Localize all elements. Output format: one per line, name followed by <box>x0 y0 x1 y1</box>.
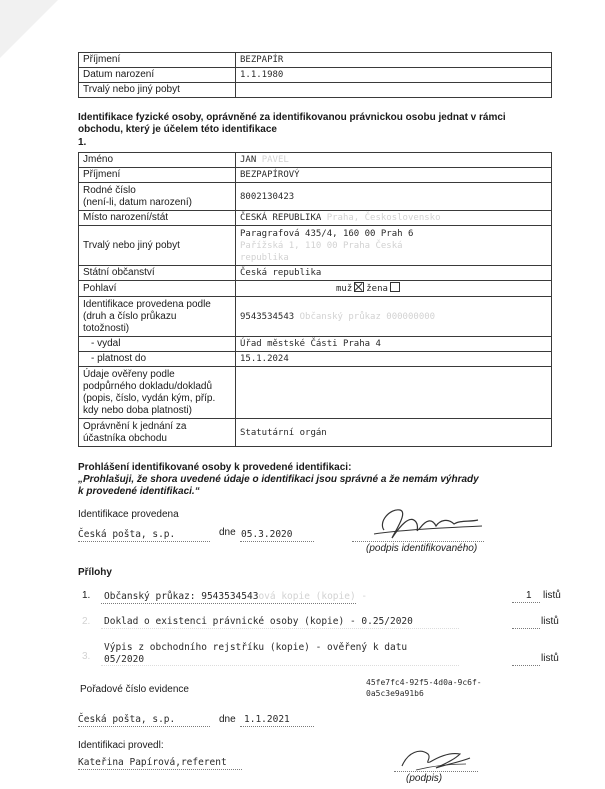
birthplace-cell <box>236 211 552 226</box>
table-row <box>79 68 552 83</box>
authorization-label <box>79 419 236 447</box>
validity-label: - platnost do <box>79 352 236 367</box>
first-name-cell <box>236 153 552 168</box>
birthplace-value: ČESKÁ REPUBLIKA <box>240 213 322 223</box>
sex-male-checkbox[interactable] <box>354 282 364 292</box>
table-row <box>79 266 552 281</box>
performed-by-value: Kateřina Papírová,referent <box>78 757 227 768</box>
attachment-1-unit: listů <box>543 590 561 601</box>
evidence-date-value: 1.1.2021 <box>244 714 290 725</box>
declaration-title: Prohlášení identifikované osoby k provedené identifikaci: <box>78 462 352 473</box>
sex-cell <box>236 281 552 297</box>
declaration-quote-line1: „Prohlašuji, že shora uvedené údaje o identifikaci jsou správné a že nemám výhrady <box>78 474 479 485</box>
residence-cell <box>236 226 552 266</box>
sex-male-label: muž <box>336 284 353 294</box>
attachment-1-text-value: Občanský průkaz: 9543534543 <box>104 591 259 602</box>
birth-number-value: 8002130423 <box>236 183 552 211</box>
table-row <box>79 211 552 226</box>
performed-by-label: Identifikaci provedl: <box>78 740 164 751</box>
birthplace-ghost: Praha, Československo <box>326 213 441 223</box>
issued-by-value: Úřad městské Části Praha 4 <box>236 337 552 352</box>
evidence-date-label: dne <box>219 714 236 725</box>
attachment-3-count-line <box>512 665 540 666</box>
identification-date-ghost: 05.3.2020 <box>241 529 293 540</box>
attachment-1-line <box>101 603 356 604</box>
attachment-2-unit: listů <box>541 616 559 627</box>
attachment-2-ghost: Doklad o existenci právnické osoby (kopie) - 0.25/2020 <box>104 616 413 627</box>
identified-signature-line <box>352 541 484 542</box>
authorization-label-line2: účastníka obchodu <box>83 432 167 444</box>
evidence-date-line <box>240 726 314 727</box>
table-row <box>79 153 552 168</box>
verified-label-line2: podpůrného dokladu/dokladů <box>83 380 212 392</box>
verified-label-line3: (popis, číslo, vydán kým, příp. <box>83 392 216 404</box>
surname-value: BEZPAPÍROVÝ <box>236 168 552 183</box>
attachment-1-count-line <box>512 602 540 603</box>
evidence-place-line <box>78 726 210 727</box>
attachment-1-text <box>104 591 367 602</box>
identification-performed-label: Identifikace provedena <box>78 509 179 520</box>
attachment-3-ghost: Výpis z obchodního rejstříku (kopie) - ověřený k datu 05/2020 <box>104 642 408 665</box>
residence-label: Trvalý nebo jiný pobyt <box>79 83 236 98</box>
sex-label: Pohlaví <box>79 281 236 297</box>
verified-by-label <box>79 367 236 419</box>
identification-date-label: dne <box>219 527 236 538</box>
page-fold-shadow <box>0 0 58 58</box>
surname-value: BEZPAPÍR <box>236 53 552 68</box>
id-document-label-line2: (druh a číslo průkazu <box>83 310 177 322</box>
id-document-cell <box>236 297 552 337</box>
surname-label: Příjmení <box>79 53 236 68</box>
evidence-place-value: Česká pošta, s.p. <box>78 714 176 725</box>
birth-date-label: Datum narození <box>79 68 236 83</box>
authorization-value: Statutární orgán <box>236 419 552 447</box>
first-name-value: JAN <box>240 155 257 165</box>
table-row <box>79 419 552 447</box>
table-row <box>79 183 552 211</box>
evidence-number-label: Pořadové číslo evidence <box>80 684 189 695</box>
birth-number-label-line2: (není-li, datum narození) <box>83 196 192 208</box>
attachment-3-unit: listů <box>541 653 559 664</box>
residence-label: Trvalý nebo jiný pobyt <box>79 226 236 266</box>
performed-by-line <box>78 769 242 770</box>
declaration-quote-line2: k provedené identifikaci.“ <box>78 486 200 497</box>
birth-number-label <box>79 183 236 211</box>
table-row <box>79 352 552 367</box>
attachment-3-line <box>101 665 459 666</box>
residence-ghost-line1: Pařížská 1, 110 00 Praha Česká <box>240 241 403 251</box>
first-name-ghost: PAVEL <box>261 155 289 165</box>
evidence-number-ghost: 45fe7fc4-92f5-4d0a-9c6f-0a5c3e9a91b6 <box>366 678 482 698</box>
section-heading-line2: obchodu, který je účelem této identifikace <box>78 124 277 135</box>
verified-label-line1: Údaje ověřeny podle <box>83 368 175 380</box>
table-row <box>79 53 552 68</box>
id-document-label-line1: Identifikace provedena podle <box>83 298 211 310</box>
section-heading-line1: Identifikace fyzické osoby, oprávněné za identifikovanou právnickou osobu jednat v rámci <box>78 112 506 123</box>
table-row <box>79 83 552 98</box>
surname-label: Příjmení <box>79 168 236 183</box>
id-document-ghost: Občanský průkaz 000000000 <box>299 311 436 322</box>
attachments-title: Přílohy <box>78 567 112 578</box>
attachment-2-number: 2. <box>82 616 91 627</box>
issued-by-label: - vydal <box>79 337 236 352</box>
first-name-label: Jméno <box>79 153 236 168</box>
residence-value: Paragrafová 435/4, 160 00 Prah 6 <box>240 229 414 239</box>
birth-number-label-line1: Rodné číslo <box>83 184 136 196</box>
table-row <box>79 297 552 337</box>
citizenship-label: Státní občanství <box>79 266 236 281</box>
attachment-1-ghost: ová kopie (kopie) - <box>258 591 368 602</box>
attachment-2-line <box>101 628 459 629</box>
identification-place-line <box>78 541 210 542</box>
table-row <box>79 226 552 266</box>
sex-female-checkbox[interactable] <box>390 282 400 292</box>
table-row <box>79 168 552 183</box>
table-row <box>79 367 552 419</box>
authorization-label-line1: Oprávnění k jednání za <box>83 420 187 432</box>
sex-female-label: žena <box>366 284 388 294</box>
identification-date-line <box>240 541 314 542</box>
table-row <box>79 337 552 352</box>
residence-value <box>236 83 552 98</box>
top-identity-table <box>78 52 552 98</box>
validity-value: 15.1.2024 <box>236 352 552 367</box>
id-document-label-line3: totožnosti) <box>83 322 130 334</box>
section-number: 1. <box>78 137 87 148</box>
id-document-label <box>79 297 236 337</box>
attachment-1-number: 1. <box>82 590 91 601</box>
identified-person-signature <box>370 500 490 545</box>
verified-by-value <box>236 367 552 419</box>
birthplace-label: Místo narození/stát <box>79 211 236 226</box>
birth-date-value: 1.1.1980 <box>236 68 552 83</box>
residence-ghost-line2: republika <box>240 253 289 263</box>
table-row <box>79 281 552 297</box>
person-identity-table <box>78 152 552 447</box>
citizenship-value: Česká republika <box>236 266 552 281</box>
attachment-1-count: 1 <box>526 590 532 601</box>
attachment-3-number: 3. <box>82 651 91 662</box>
identified-signature-caption: (podpis identifikovaného) <box>366 543 478 554</box>
verified-label-line4: kdy nebo doba platnosti) <box>83 404 192 416</box>
identification-place-value: Česká pošta, s.p. <box>78 529 176 540</box>
referent-signature-line <box>394 771 478 772</box>
id-document-value: 9543534543 <box>240 311 295 322</box>
referent-signature-caption: (podpis) <box>406 773 443 784</box>
attachment-2-count-line <box>512 628 540 629</box>
